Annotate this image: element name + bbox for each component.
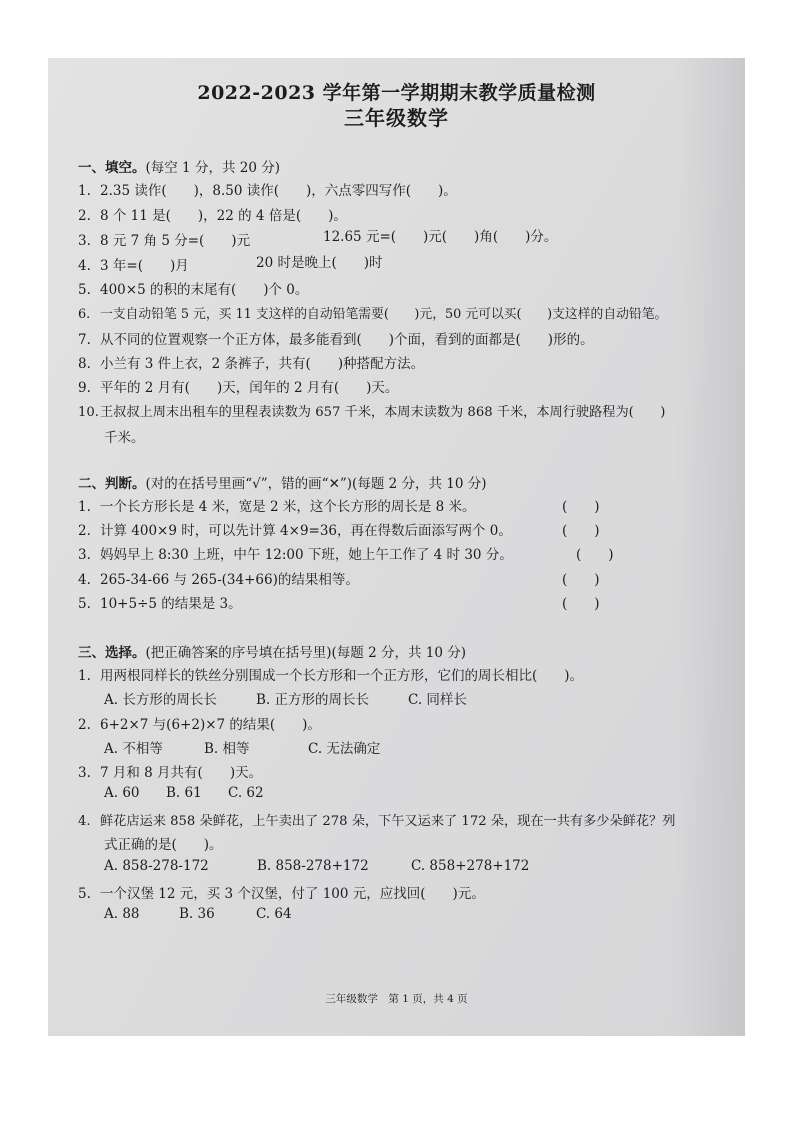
question-1-3: 3. 8 元 7 角 5 分=( )元: [78, 233, 251, 249]
option-3-3-a[interactable]: A. 60: [104, 785, 140, 801]
option-3-5-c[interactable]: C. 64: [256, 906, 292, 922]
section3-title: 三、选择。: [78, 645, 146, 661]
option-3-4-c[interactable]: C. 858+278+172: [411, 858, 530, 874]
section1-title: 一、填空。: [78, 160, 146, 176]
answer-paren-2-2[interactable]: ( ): [562, 523, 600, 539]
option-3-1-b[interactable]: B. 正方形的周长长: [256, 692, 370, 708]
question-1-10-cont: 千米。: [104, 430, 145, 446]
question-3-3: 3. 7 月和 8 月共有( )天。: [78, 765, 263, 781]
options-3-3: [104, 785, 264, 801]
options-3-5: [104, 906, 292, 922]
answer-paren-2-1[interactable]: ( ): [562, 499, 600, 515]
question-3-5: 5. 一个汉堡 12 元，买 3 个汉堡，付了 100 元，应找回( )元。: [78, 886, 485, 902]
option-3-2-c[interactable]: C. 无法确定: [308, 741, 381, 757]
option-3-3-c[interactable]: C. 62: [228, 785, 264, 801]
question-1-1: 1. 2.35 读作( )，8.50 读作( )，六点零四写作( )。: [78, 183, 457, 199]
paper-shadow: [675, 58, 745, 1036]
answer-paren-2-5[interactable]: ( ): [562, 596, 600, 612]
question-1-9: 9. 平年的 2 月有( )天，闰年的 2 月有( )天。: [78, 380, 399, 396]
section2-title: 二、判断。: [78, 476, 146, 492]
exam-subtitle: 三年级数学: [344, 106, 449, 130]
answer-paren-2-3[interactable]: ( ): [576, 547, 614, 563]
question-1-6: 6. 一支自动铅笔 5 元，买 11 支这样的自动铅笔需要( )元，50 元可以买( )支这样的自动铅笔。: [78, 307, 668, 322]
option-3-4-b[interactable]: B. 858-278+172: [257, 858, 369, 874]
section1-heading: [78, 156, 280, 176]
question-2-5: 5. 10+5÷5 的结果是 3。: [78, 596, 242, 612]
question-2-3: 3. 妈妈早上 8:30 上班，中午 12:00 下班，她上午工作了 4 时 30 分。: [78, 547, 513, 563]
option-3-1-c[interactable]: C. 同样长: [408, 692, 467, 708]
options-3-2: [104, 737, 380, 757]
question-1-7: 7. 从不同的位置观察一个正方体，最多能看到( )个面，看到的面都是( )形的。: [78, 332, 594, 348]
option-3-2-b[interactable]: B. 相等: [204, 741, 250, 757]
option-3-4-a[interactable]: A. 858-278-172: [104, 858, 209, 874]
section2-note: (对的在括号里画“√”，错的画“✕”)(每题 2 分，共 10 分): [145, 476, 487, 492]
question-1-4-part2: 20 时是晚上( )时: [256, 255, 383, 271]
question-1-4: 4. 3 年=( )月: [78, 258, 189, 274]
question-3-1: 1. 用两根同样长的铁丝分别围成一个长方形和一个正方形，它们的周长相比( )。: [78, 668, 584, 684]
answer-paren-2-4[interactable]: ( ): [562, 572, 600, 588]
question-2-2: 2. 计算 400×9 时，可以先计算 4×9=36，再在得数后面添写两个 0。: [78, 523, 512, 539]
exam-title: 2022-2023 学年第一学期期末教学质量检测: [197, 82, 596, 104]
question-1-2: 2. 8 个 11 是( )，22 的 4 倍是( )。: [78, 208, 347, 224]
question-1-5: 5. 400×5 的积的末尾有( )个 0。: [78, 282, 309, 298]
question-1-8: 8. 小兰有 3 件上衣，2 条裤子，共有( )种搭配方法。: [78, 356, 425, 372]
question-2-4: 4. 265-34-66 与 265-(34+66)的结果相等。: [78, 572, 359, 588]
question-1-10: 10.王叔叔上周末出租车的里程表读数为 657 千米，本周末读数为 868 千米，本周行驶路程为( ): [78, 405, 666, 420]
question-1-3-part2: 12.65 元=( )元( )角( )分。: [323, 229, 558, 245]
option-3-1-a[interactable]: A. 长方形的周长长: [104, 692, 217, 708]
exam-paper: [48, 58, 745, 1036]
question-3-2: 2. 6+2×7 与(6+2)×7 的结果( )。: [78, 717, 321, 733]
section3-heading: [78, 641, 466, 661]
option-3-2-a[interactable]: A. 不相等: [104, 741, 163, 757]
option-3-3-b[interactable]: B. 61: [166, 785, 202, 801]
section2-heading: [78, 472, 487, 492]
question-3-4: 4. 鲜花店运来 858 朵鲜花，上午卖出了 278 朵，下午又运来了 172 朵，现在一共有多少朵鲜花？列: [78, 814, 676, 829]
option-3-5-a[interactable]: A. 88: [104, 906, 140, 922]
option-3-5-b[interactable]: B. 36: [179, 906, 215, 922]
page-footer: 三年级数学 第 1 页，共 4 页: [325, 993, 468, 1005]
options-3-4: [104, 858, 529, 874]
section1-note: (每空 1 分，共 20 分): [145, 160, 280, 176]
question-3-4-cont: 式正确的是( )。: [104, 837, 223, 853]
question-2-1: 1. 一个长方形长是 4 米，宽是 2 米，这个长方形的周长是 8 米。: [78, 499, 476, 515]
section3-note: (把正确答案的序号填在括号里)(每题 2 分，共 10 分): [145, 645, 466, 661]
options-3-1: [104, 688, 467, 708]
